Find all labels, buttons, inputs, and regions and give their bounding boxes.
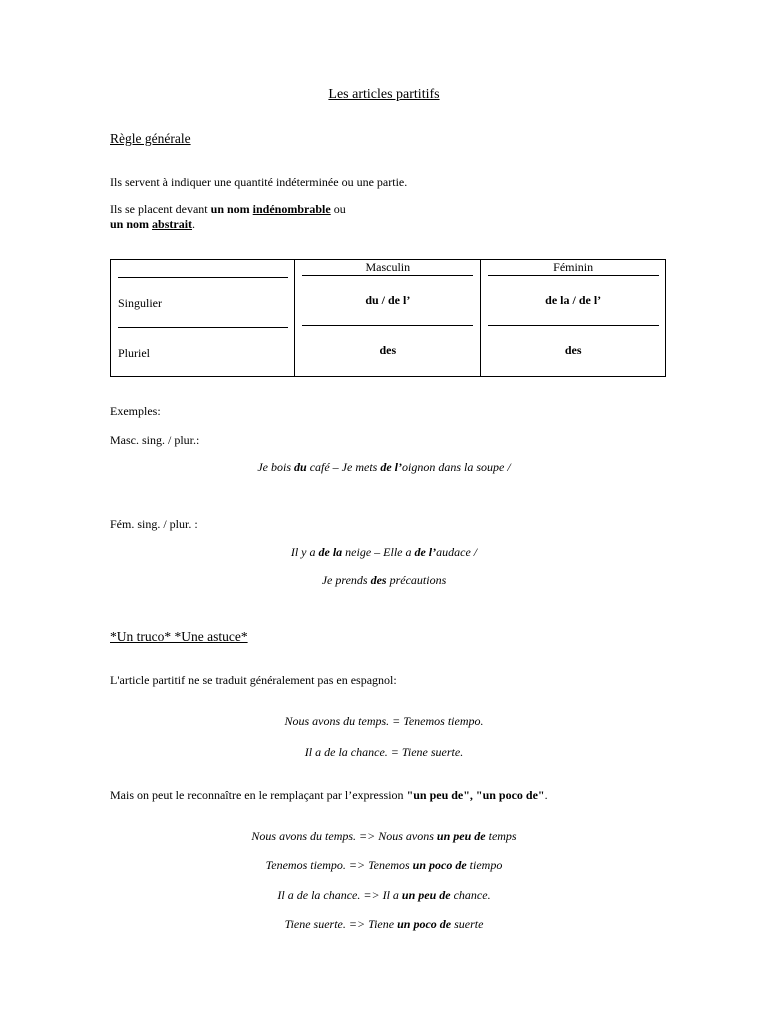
feminine-column: [480, 260, 665, 377]
line-part: tiempo: [466, 858, 503, 872]
example-bold: de l’: [380, 460, 402, 474]
tip-intro: L'article partitif ne se traduit généralement pas en espagnol:: [110, 673, 397, 687]
recog-part: Mais on peut le reconnaître en le remplaçant par l’expression: [110, 788, 407, 802]
fem-plural-value: des: [564, 343, 582, 357]
example-fem-2: [0, 573, 768, 588]
example-masc: [0, 460, 768, 475]
recognition-text: [110, 788, 548, 803]
line-bold: un poco de: [412, 858, 467, 872]
example-bold: de la: [318, 545, 343, 559]
row-label-singular: Singulier: [118, 296, 162, 310]
placement-part: .: [192, 217, 196, 231]
row-label-plural: Pluriel: [118, 346, 150, 360]
line-bold: un peu de: [436, 829, 486, 843]
substitution-line-1: [0, 829, 768, 844]
translation-1: Nous avons du temps. = Tenemos tiempo.: [284, 714, 484, 728]
placement-bold: un nom: [210, 202, 253, 216]
example-bold: du: [294, 460, 307, 474]
substitution-line-2: [0, 858, 768, 873]
line-bold: un poco de: [397, 917, 452, 931]
example-part: Il y a: [290, 545, 319, 559]
intro-text: Ils servent à indiquer une quantité indéterminée ou une partie.: [110, 175, 408, 189]
translation-2: Il a de la chance. = Tiene suerte.: [304, 745, 464, 759]
example-part: neige – Elle a: [342, 545, 415, 559]
rule-heading: Règle générale: [110, 131, 191, 146]
line-part: Il a de la chance. => Il a: [277, 888, 402, 902]
tip-heading: *Un truco* *Une astuce*: [110, 629, 248, 644]
col-header-masculine: Masculin: [365, 260, 411, 274]
example-fem-1: [0, 545, 768, 560]
placement-text: [110, 202, 346, 232]
example-part: Je bois: [257, 460, 294, 474]
recog-bold: "un peu de", "un poco de": [406, 788, 545, 802]
placement-bold: un nom: [110, 217, 153, 231]
partitive-table: [110, 259, 666, 377]
line-part: chance.: [450, 888, 491, 902]
placement-part: Ils se placent devant: [110, 202, 211, 216]
table-row-header-cell: [111, 260, 295, 377]
fem-label: Fém. sing. / plur. :: [110, 517, 198, 531]
fem-singular-value: de la / de l’: [545, 293, 602, 307]
placement-part: ou: [330, 202, 346, 216]
line-part: Tiene suerte. => Tiene: [284, 917, 398, 931]
line-part: Nous avons du temps. => Nous avons: [251, 829, 437, 843]
example-part: audace /: [436, 545, 478, 559]
placement-bold-underlined: indénombrable: [252, 202, 331, 216]
masculine-column: [295, 260, 480, 377]
example-bold: des: [370, 573, 387, 587]
substitution-line-3: [0, 888, 768, 903]
example-part: café – Je mets: [306, 460, 381, 474]
example-part: oignon dans la soupe /: [401, 460, 511, 474]
example-part: précautions: [386, 573, 447, 587]
line-part: suerte: [451, 917, 484, 931]
example-part: Je prends: [321, 573, 371, 587]
substitution-line-4: [0, 917, 768, 932]
masc-label: Masc. sing. / plur.:: [110, 433, 200, 447]
col-header-feminine: Féminin: [553, 260, 594, 274]
examples-label: Exemples:: [110, 404, 161, 418]
example-bold: de l’: [414, 545, 437, 559]
masc-plural-value: des: [379, 343, 397, 357]
line-part: temps: [485, 829, 517, 843]
placement-bold-underlined: abstrait: [152, 217, 193, 231]
line-bold: un peu de: [401, 888, 451, 902]
line-part: Tenemos tiempo. => Tenemos: [265, 858, 413, 872]
recog-part: .: [544, 788, 548, 802]
masc-singular-value: du / de l’: [365, 293, 411, 307]
page-title: Les articles partitifs: [328, 87, 440, 102]
